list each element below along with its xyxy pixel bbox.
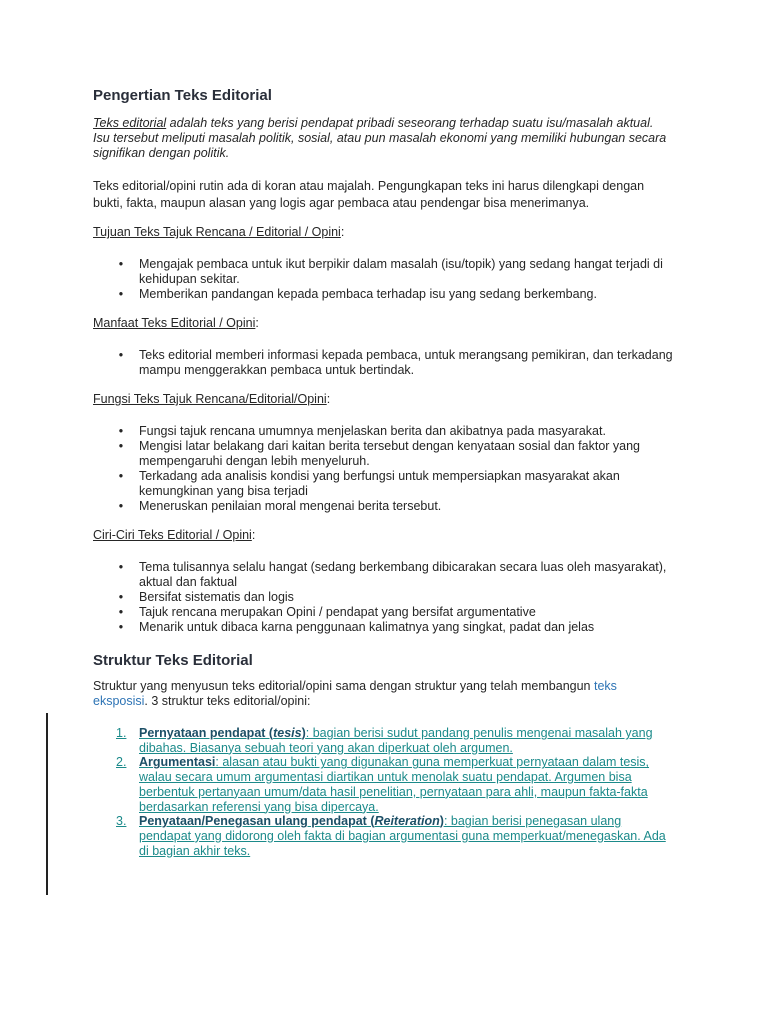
bullet-icon: • — [118, 605, 124, 619]
intro-paragraph: Teks editorial/opini rutin ada di koran atau majalah. Pengungkapan teks ini harus dilengkapi dengan bukti, fakta, maupun alasan yang logis agar pembaca atau pendengar bisa menerimanya. — [93, 179, 645, 210]
list-ciri — [93, 560, 673, 635]
bullet-icon: • — [118, 424, 124, 438]
section-title-ciri: Ciri-Ciri Teks Editorial / Opini: — [93, 528, 256, 542]
bullet-icon: • — [118, 590, 124, 604]
bullet-icon: • — [118, 560, 124, 574]
definition-text: adalah teks yang berisi pendapat pribadi seseorang terhadap suatu isu/masalah aktual. Isu tersebut meliputi masalah politik, sosial, atau pun masalah ekonomi yang memiliki hubungan secara signifikan dengan politik. — [93, 116, 667, 160]
bullet-icon: • — [118, 620, 124, 634]
bullet-icon: • — [118, 348, 124, 362]
list-item: • Mengisi latar belakang dari kaitan berita tersebut dengan kenyataan sosial dan faktor yang mempengaruhi dengan lebih menyeluruh. — [139, 439, 673, 469]
section-title-fungsi: Fungsi Teks Tajuk Rencana/Editorial/Opini: — [93, 392, 331, 406]
list-item: • Memberikan pandangan kepada pembaca terhadap isu yang sedang berkembang. — [139, 287, 673, 302]
list-item[interactable]: 3. Penyataan/Penegasan ulang pendapat (Reiteration): bagian berisi penegasan ulang pendapat yang didorong oleh fakta di bagian argumentasi guna memperkuat/menegaskan. Ada di bagian akhir teks. — [116, 814, 666, 858]
struktur-intro: Struktur yang menyusun teks editorial/opini sama dengan struktur yang telah membangun teks eksposisi. 3 struktur teks editorial/opini: — [93, 679, 617, 708]
bullet-icon: • — [118, 439, 124, 453]
list-item: • Mengajak pembaca untuk ikut berpikir dalam masalah (isu/topik) yang sedang hangat terjadi di kehidupan sekitar. — [139, 257, 673, 287]
list-item: • Fungsi tajuk rencana umumnya menjelaskan berita dan akibatnya pada masyarakat. — [139, 424, 673, 439]
list-item: • Meneruskan penilaian moral mengenai berita tersebut. — [139, 499, 673, 514]
bullet-icon: • — [118, 257, 124, 271]
margin-change-bar — [46, 713, 48, 895]
heading-struktur: Struktur Teks Editorial — [93, 652, 253, 669]
section-title-manfaat: Manfaat Teks Editorial / Opini: — [93, 316, 259, 330]
list-struktur — [93, 726, 673, 858]
definition-paragraph — [93, 116, 673, 161]
list-manfaat — [93, 348, 673, 378]
list-item: • Tema tulisannya selalu hangat (sedang berkembang dibicarakan secara luas oleh masyarakat), aktual dan faktual — [139, 560, 673, 590]
list-item[interactable]: 2. Argumentasi: alasan atau bukti yang digunakan guna memperkuat pernyataan dalam tesis, walau secara umum argumentasi diartikan untuk menolak suatu pendapat. Argumen bisa berbentuk pertanyaan umum/data hasil penelitian, pernyataan para ahli, maupun fakta-fakta berdasarkan referensi yang bisa dipercaya. — [116, 755, 650, 814]
section-title-tujuan: Tujuan Teks Tajuk Rencana / Editorial / Opini: — [93, 225, 345, 239]
document-page — [93, 86, 673, 858]
list-item: • Menarik untuk dibaca karna penggunaan kalimatnya yang singkat, padat dan jelas — [139, 620, 673, 635]
bullet-icon: • — [118, 287, 124, 301]
teks-eksposisi-link[interactable]: teks eksposisi — [93, 679, 617, 708]
list-tujuan — [93, 257, 673, 302]
definition-term: Teks editorial — [93, 116, 167, 130]
list-item: • Teks editorial memberi informasi kepada pembaca, untuk merangsang pemikiran, dan terkadang mampu menggerakkan pembaca untuk bertindak. — [139, 348, 673, 378]
list-item: • Bersifat sistematis dan logis — [139, 590, 673, 605]
list-fungsi — [93, 424, 673, 514]
bullet-icon: • — [118, 469, 124, 483]
bullet-icon: • — [118, 499, 124, 513]
list-item[interactable]: 1. Pernyataan pendapat (tesis): bagian berisi sudut pandang penulis mengenai masalah yang dibahas. Biasanya sebuah teori yang akan diperkuat oleh argumen. — [116, 726, 653, 755]
list-item: • Terkadang ada analisis kondisi yang berfungsi untuk mempersiapkan masyarakat akan kemungkinan yang bisa terjadi — [139, 469, 673, 499]
heading-pengertian: Pengertian Teks Editorial — [93, 87, 272, 104]
list-item: • Tajuk rencana merupakan Opini / pendapat yang bersifat argumentative — [139, 605, 673, 620]
